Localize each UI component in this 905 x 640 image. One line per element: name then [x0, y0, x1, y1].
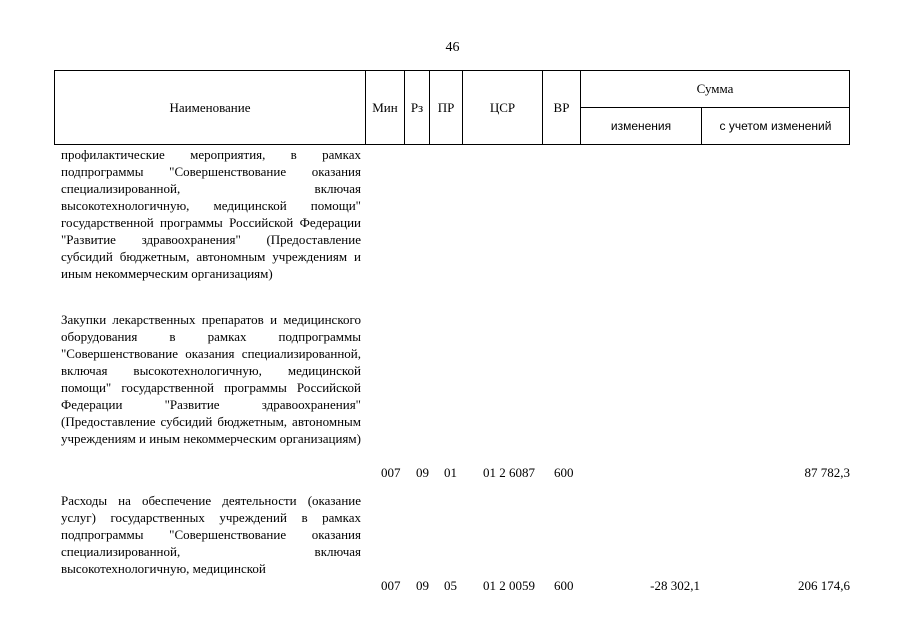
header-min: Мин [366, 71, 405, 144]
header-rz: Рз [405, 71, 430, 144]
row-description: Закупки лекарственных препаратов и медицинского оборудования в рамках подпрограммы "Совершенствование оказания специализированной, включая высокотехнологичную, медицинской помощи" государственной программы Российской Федерации "Развитие здравоохранения" (Предоставление субсидий бюджетным, автономным учреждениям и иным некоммерческим организациям) [61, 312, 361, 446]
table-header [54, 70, 850, 145]
row-csr: 01 2 6087 [483, 465, 535, 480]
table-row [54, 492, 850, 602]
header-csr: ЦСР [463, 71, 543, 144]
header-name: Наименование [55, 71, 366, 144]
row-description: профилактические мероприятия, в рамках подпрограммы "Совершенствование оказания специализированной, включая высокотехнологичную, медицинской помощи" государственной программы Российской Федерации "Развитие здравоохранения" (Предоставление субсидий бюджетным, автономным учреждениям и иным некоммерческим организациям) [61, 147, 361, 281]
row-total: 206 174,6 [798, 578, 850, 593]
row-vr: 600 [554, 465, 574, 480]
row-csr: 01 2 0059 [483, 578, 535, 593]
table-row [54, 311, 850, 481]
header-sum: Сумма [581, 71, 849, 108]
row-min: 007 [381, 465, 401, 480]
row-rz: 09 [416, 578, 429, 593]
row-vr: 600 [554, 578, 574, 593]
header-vr: ВР [543, 71, 581, 144]
row-pr: 01 [444, 465, 457, 480]
header-pr: ПР [430, 71, 463, 144]
header-change: изменения [581, 108, 702, 144]
page-number: 46 [445, 40, 460, 55]
row-total: 87 782,3 [804, 465, 850, 480]
row-pr: 05 [444, 578, 457, 593]
header-total: с учетом изменений [719, 119, 832, 133]
row-change: -28 302,1 [650, 578, 700, 593]
row-min: 007 [381, 578, 401, 593]
row-rz: 09 [416, 465, 429, 480]
row-description: Расходы на обеспечение деятельности (оказание услуг) государственных учреждений в рамках подпрограммы "Совершенствование оказания специализированной, включая высокотехнологичную, медицинской [61, 493, 361, 576]
table-row [54, 146, 850, 302]
